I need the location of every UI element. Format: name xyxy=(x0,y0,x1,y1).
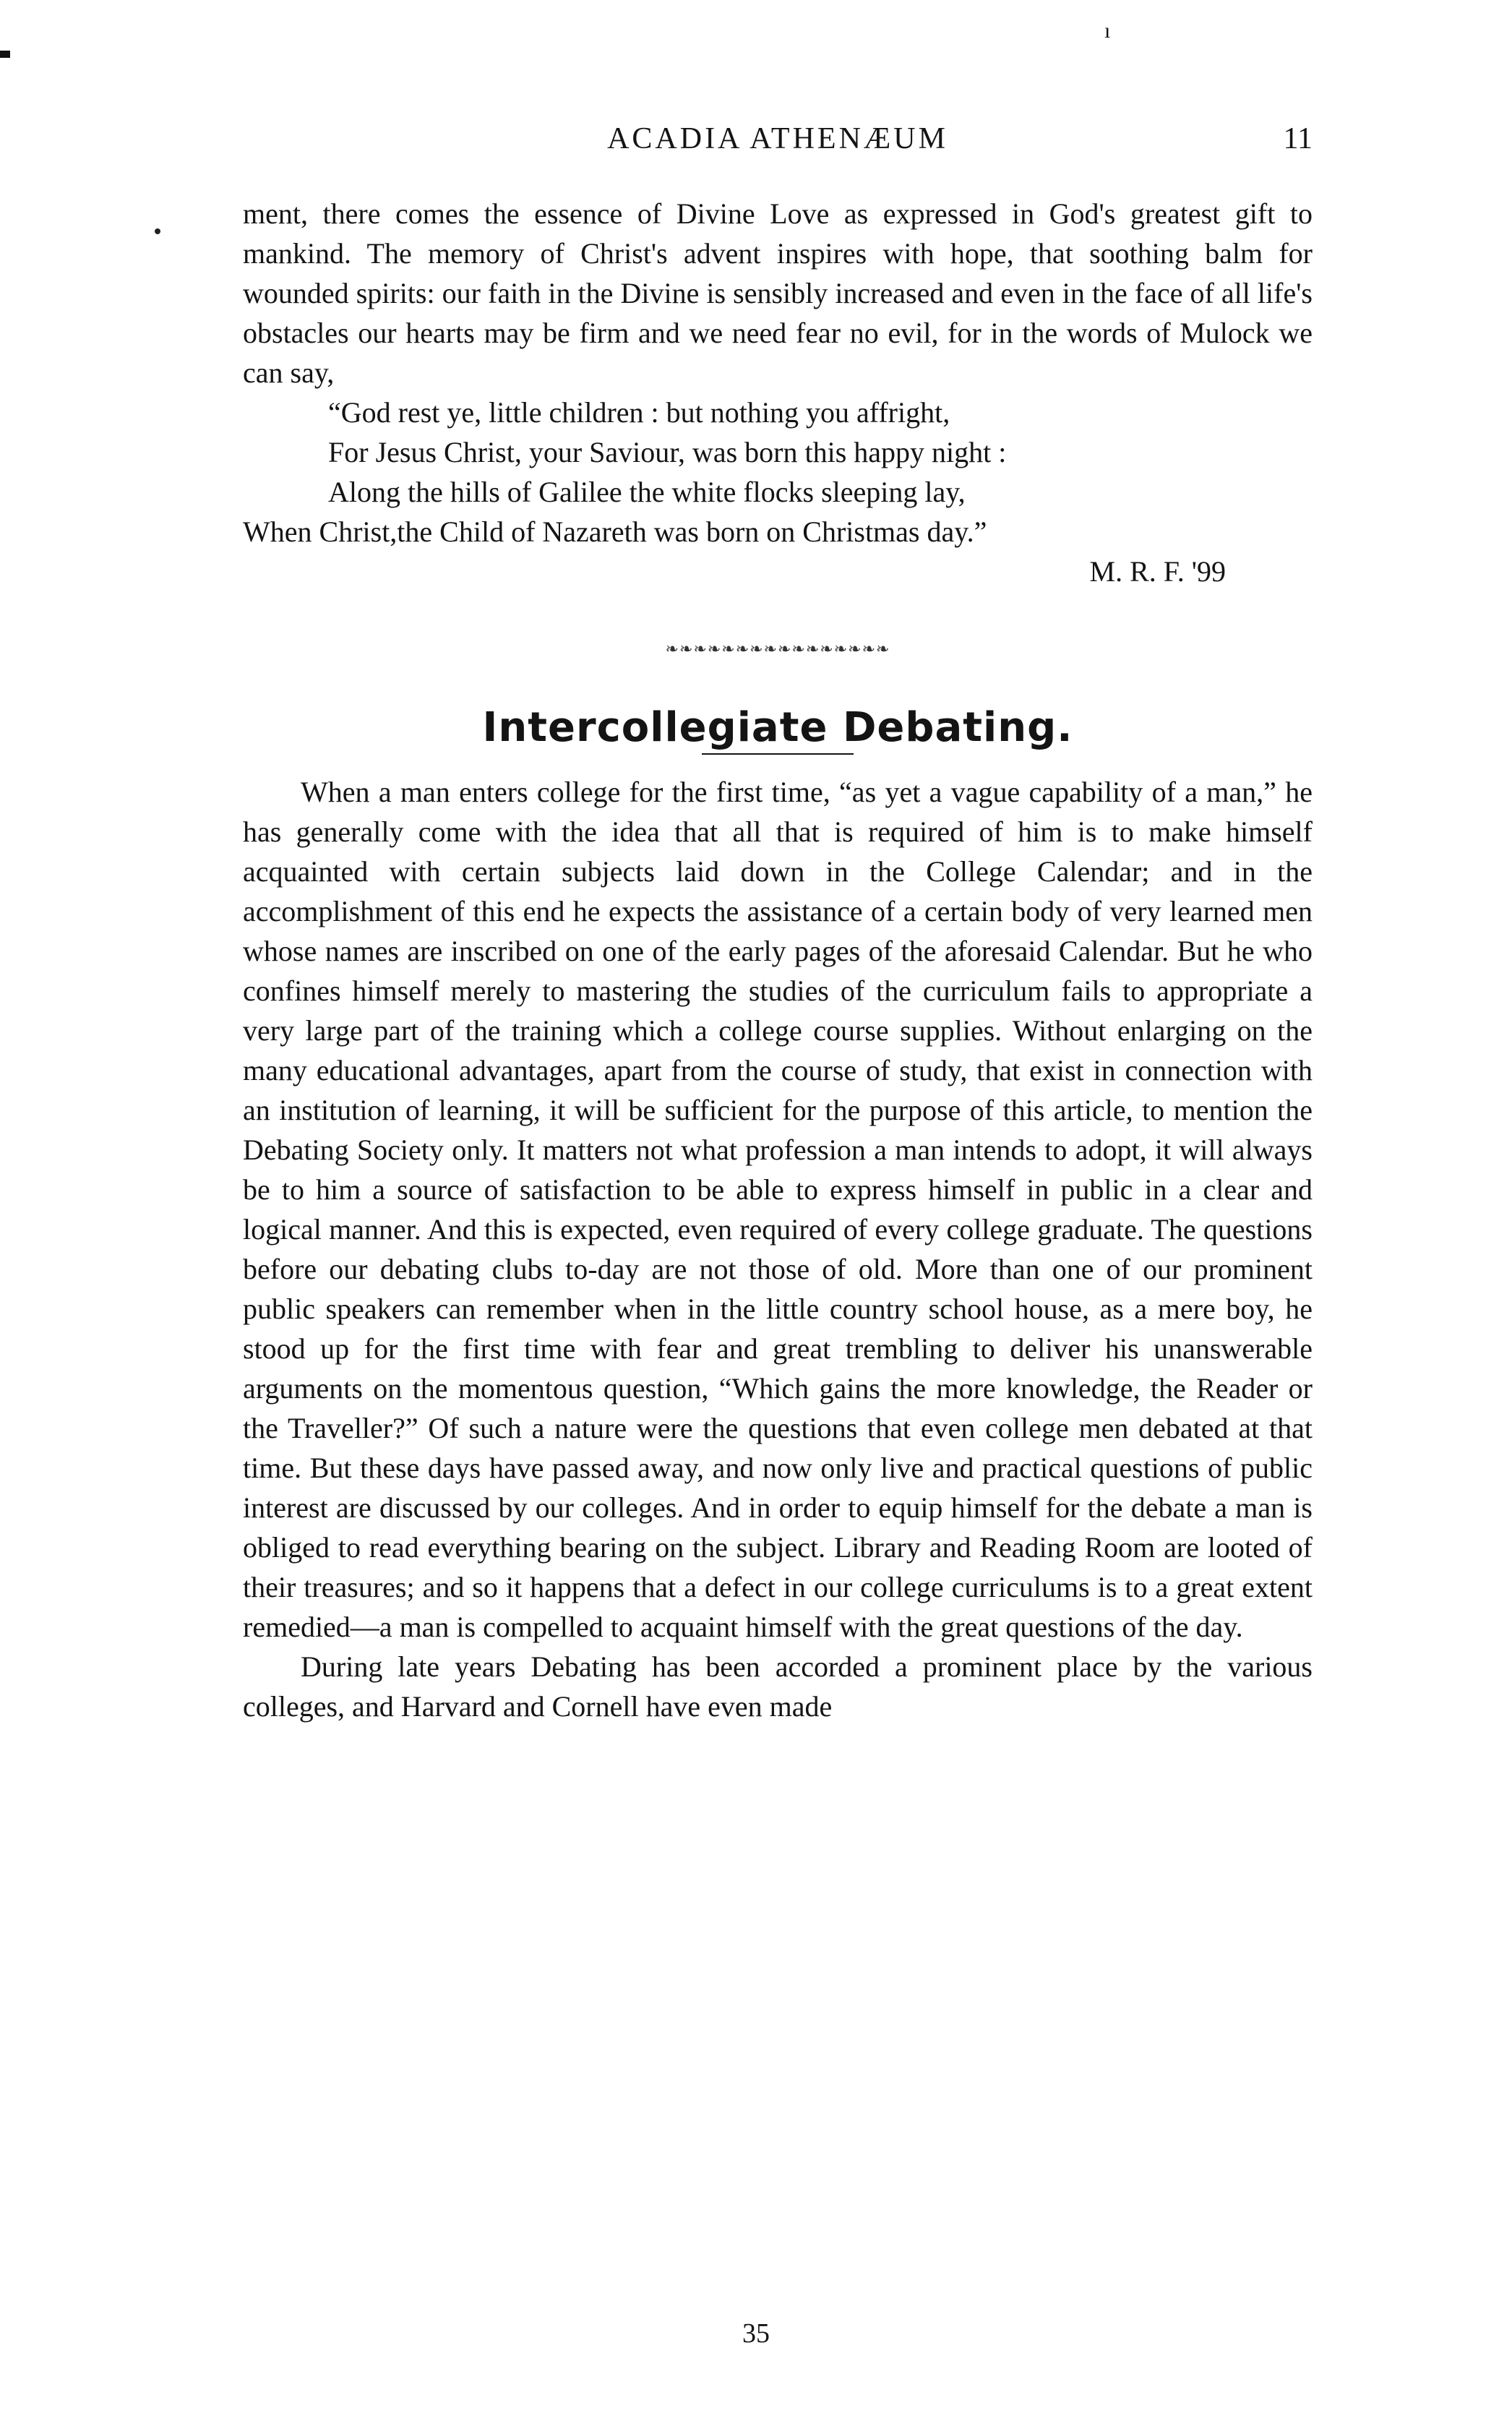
page-number: 11 xyxy=(1283,122,1313,155)
article-paragraph: When a man enters college for the first time, “as yet a vague capability of a man,” he has generally come with the idea that all that is required of him is to make himself acquainted with certain subjects laid down in the College Calendar; and in the accomplishment of this end he expects the assistance of a certain body of very learned men whose names are inscribed on one of the early pages of the aforesaid Calendar. But he who confines himself merely to mastering the studies of the curriculum fails to appropriate a very large part of the training which a college course supplies. Without enlarging on the many educational advantages, apart from the course of study, that exist in connection with an institution of learning, it will be sufficient for the purpose of this article, to mention the Debating Society only. It matters not what profession a man intends to adopt, it will always be to him a source of satisfaction to be able to express himself in public in a clear and logical manner. And this is expected, even required of every college graduate. The questions before our debating clubs to-day are not those of old. More than one of our prominent public speakers can remember when in the little country school house, as a mere boy, he stood up for the first time with fear and great trembling to deliver his unanswerable arguments on the momentous question, “Which gains the more knowledge, the Reader or the Traveller?” Of such a nature were the questions that even college men debated at that time. But these days have passed away, and now only live and practical questions of public interest are discussed by our colleges. And in order to equip himself for the debate a man is obliged to read everything bearing on the subject. Library and Reading Room are looted of their treasures; and so it happens that a defect in our college curriculums is to a great extent remedied—a man is compelled to acquaint himself with the great questions of the day. xyxy=(243,776,1313,1643)
page-body xyxy=(243,194,1313,1726)
running-head: ACADIA ATHENÆUM xyxy=(607,122,948,155)
verse-line: “God rest ye, little children : but nothing you affright, xyxy=(328,396,950,429)
verse-quotation xyxy=(243,393,1313,552)
author-signature: M. R. F. '99 xyxy=(1089,555,1226,588)
ornamental-divider: ❧❧❧❧❧❧❧❧❧❧❧❧❧❧❧❧ xyxy=(665,640,890,658)
verse-line: When Christ,the Child of Nazareth was born on Christmas day.” xyxy=(243,515,987,548)
page-header xyxy=(243,121,1313,172)
verse-line: For Jesus Christ, your Saviour, was born this happy night : xyxy=(328,436,1007,468)
scan-mark: ı xyxy=(1104,19,1111,43)
verse-line: Along the hills of Galilee the white flocks sleeping lay, xyxy=(328,476,966,508)
margin-dot xyxy=(155,228,160,234)
folio-number: 35 xyxy=(742,2318,770,2349)
title-rule xyxy=(702,753,854,755)
article-paragraph: During late years Debating has been accorded a prominent place by the various colleges, and Harvard and Cornell have even made xyxy=(243,1650,1313,1723)
margin-mark xyxy=(0,51,10,58)
poem-intro-paragraph: ment, there comes the essence of Divine Love as expressed in God's greatest gift to mankind. The memory of Christ's advent inspires with hope, that soothing balm for wounded spirits: our faith in the Divine is sensibly increased and even in the face of all life's obstacles our hearts may be firm and we need fear no evil, for in the words of Mulock we can say, xyxy=(243,197,1313,389)
article-title: Intercollegiate Debating. xyxy=(482,704,1073,751)
